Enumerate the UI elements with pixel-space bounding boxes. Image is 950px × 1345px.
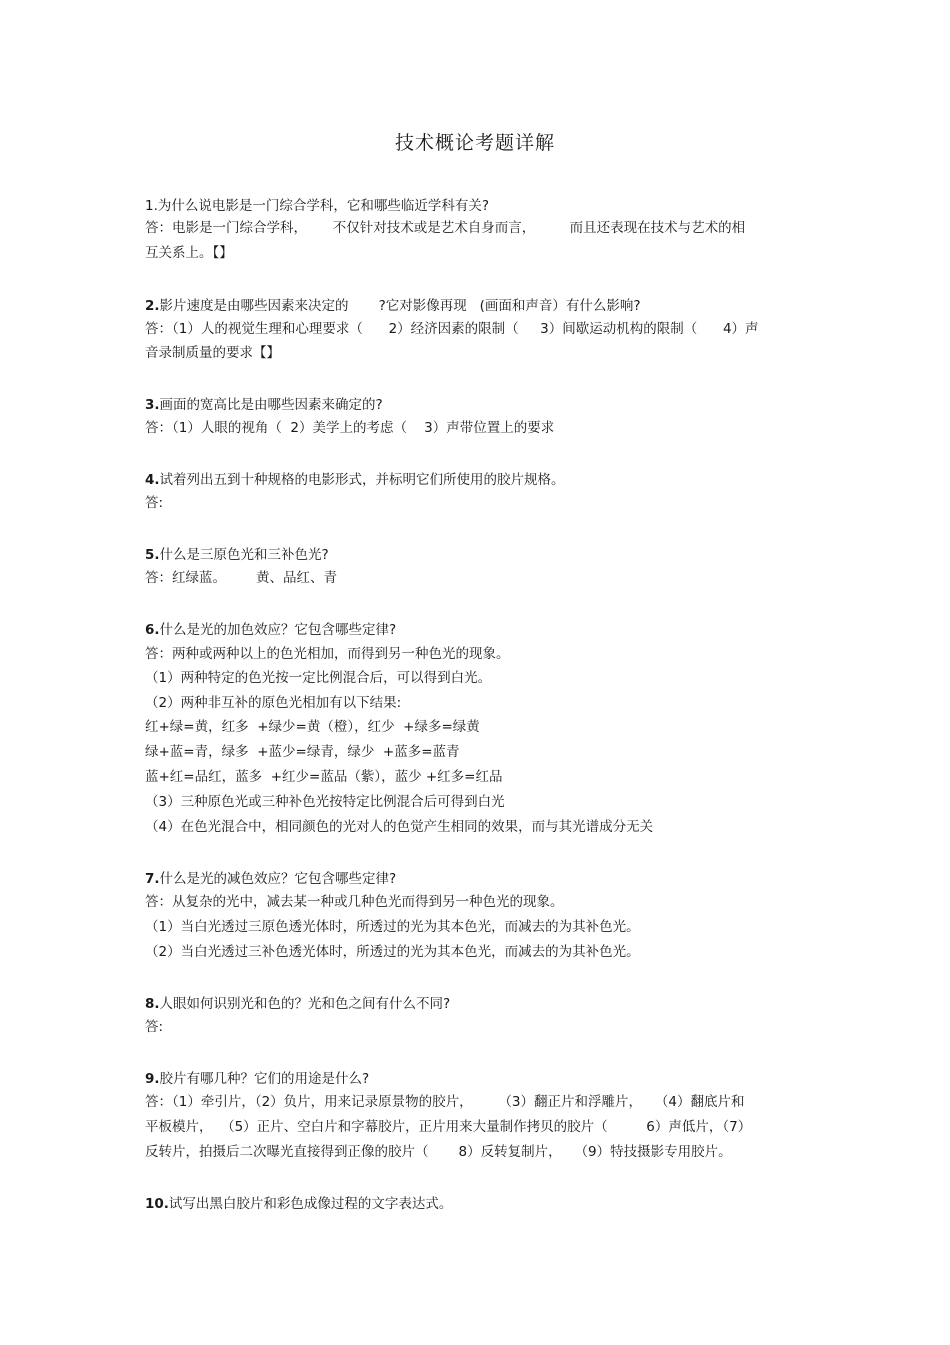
- text-line: [145, 569, 337, 587]
- line-text: （2）当白光透过三补色透光体时，所透过的光为其本色光，而减去的为其补色光。: [145, 944, 640, 960]
- line-text: 答:: [145, 495, 164, 511]
- line-text: 答：从复杂的光中，减去某一种或几种色光而得到另一种色光的现象。: [145, 894, 564, 910]
- line-text: 什么是光的加色效应？它包含哪些定律?: [159, 622, 397, 638]
- line-text: 答：（1）牵引片，（2）负片，用来记录原景物的胶片， （3）翻正片和浮雕片， （4）翻底片和: [145, 1094, 745, 1110]
- text-line: [145, 669, 491, 687]
- line-text: 红+绿=黄，红多 +绿少=黄（橙），红少 +绿多=绿黄: [145, 719, 480, 735]
- line-text: 画面的宽高比是由哪些因素来确定的?: [159, 397, 383, 413]
- line-text: 蓝+红=品红，蓝多 +红少=蓝品（紫），蓝少 +红多=红品: [145, 769, 503, 785]
- line-text: 平板模片， （5）正片、空白片和字幕胶片，正片用来大量制作拷贝的胶片（ 6）声低片，（7）: [145, 1119, 752, 1135]
- text-line: [145, 743, 460, 761]
- text-line: [145, 1195, 452, 1213]
- question-number: 5.: [145, 547, 160, 563]
- line-text: 试写出黑白胶片和彩色成像过程的文字表达式。: [168, 1196, 453, 1212]
- text-line: [145, 694, 401, 712]
- question-number: 6.: [145, 622, 160, 638]
- line-text: 什么是光的减色效应？它包含哪些定律?: [159, 871, 397, 887]
- text-line: [145, 1070, 369, 1088]
- text-line: [145, 1093, 744, 1111]
- text-line: [145, 1118, 751, 1136]
- text-line: [145, 244, 233, 262]
- line-text: 答：红绿蓝。 黄、品红、青: [145, 570, 338, 586]
- question-number: 2.: [145, 298, 160, 314]
- line-text: （1）当白光透过三原色透光体时，所透过的光为其本色光，而减去的为其补色光。: [145, 919, 640, 935]
- line-text: 音录制质量的要求【】: [145, 345, 280, 361]
- line-text: 影片速度是由哪些因素来决定的 ?它对影像再现 (画面和声音）有什么影响?: [159, 298, 641, 314]
- text-line: [145, 793, 505, 811]
- text-line: [145, 645, 510, 663]
- line-text: 答:: [145, 1019, 164, 1035]
- text-line: [145, 943, 640, 961]
- line-text: 胶片有哪几种？它们的用途是什么?: [159, 1071, 370, 1087]
- line-text: （2）两种非互补的原色光相加有以下结果:: [145, 695, 402, 711]
- text-line: [145, 344, 280, 362]
- question-number: 8.: [145, 996, 160, 1012]
- text-line: [145, 494, 163, 512]
- line-text: （1）两种特定的色光按一定比例混合后，可以得到白光。: [145, 670, 492, 686]
- text-line: [145, 768, 503, 786]
- text-line: [145, 918, 640, 936]
- line-text: 答：（1）人眼的视角（ 2）美学上的考虑（ 3）声带位置上的要求: [145, 420, 555, 436]
- line-text: 绿+蓝=青，绿多 +蓝少=绿青，绿少 +蓝多=蓝青: [145, 744, 460, 760]
- line-text: （3）三种原色光或三种补色光按特定比例混合后可得到白光: [145, 794, 505, 810]
- line-text: 答：电影是一门综合学科， 不仅针对技术或是艺术自身而言， 而且还表现在技术与艺术的相: [145, 220, 746, 236]
- text-line: [145, 893, 564, 911]
- line-text: 试着列出五到十种规格的电影形式，并标明它们所使用的胶片规格。: [159, 472, 565, 488]
- text-line: [145, 320, 759, 338]
- text-line: [145, 621, 396, 639]
- text-line: [145, 718, 480, 736]
- line-text: 反转片，拍摄后二次曝光直接得到正像的胶片（ 8）反转复制片， （9）特技摄影专用胶片。: [145, 1144, 732, 1160]
- text-line: [145, 1018, 163, 1036]
- text-line: [145, 396, 383, 414]
- text-line: [145, 219, 745, 237]
- text-line: [145, 419, 554, 437]
- text-line: [145, 995, 450, 1013]
- document-title: 技术概论考题详解: [394, 132, 555, 154]
- text-line: [145, 546, 329, 564]
- text-line: [145, 471, 565, 489]
- text-line: [145, 297, 641, 315]
- line-text: 1.为什么说电影是一门综合学科，它和哪些临近学科有关?: [145, 198, 490, 214]
- text-line: [145, 197, 489, 215]
- line-text: （4）在色光混合中，相同颜色的光对人的色觉产生相同的效果，而与其光谱成分无关: [145, 819, 654, 835]
- text-line: [145, 870, 396, 888]
- question-number: 7.: [145, 871, 160, 887]
- text-line: [145, 1143, 732, 1161]
- line-text: 答：（1）人的视觉生理和心理要求（ 2）经济因素的限制（ 3）间歇运动机构的限制（ 4）声: [145, 321, 759, 337]
- question-number: 4.: [145, 472, 160, 488]
- text-line: [145, 818, 653, 836]
- question-number: 3.: [145, 397, 160, 413]
- line-text: 答：两种或两种以上的色光相加，而得到另一种色光的现象。: [145, 646, 510, 662]
- line-text: 什么是三原色光和三补色光?: [159, 547, 329, 563]
- question-number: 9.: [145, 1071, 160, 1087]
- line-text: 人眼如何识别光和色的？光和色之间有什么不同?: [159, 996, 451, 1012]
- question-number: 10.: [145, 1196, 169, 1212]
- line-text: 互关系上。【】: [145, 245, 233, 261]
